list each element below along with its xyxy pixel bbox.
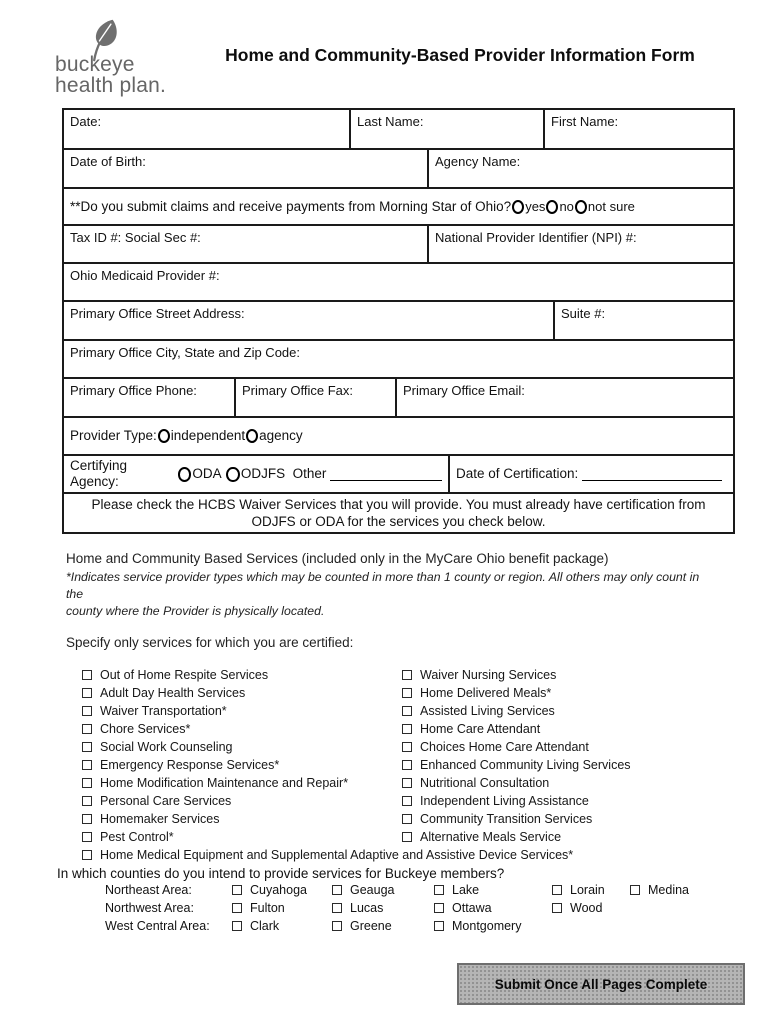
area-label: Northwest Area: <box>105 901 194 915</box>
service-item-full-width <box>82 846 716 864</box>
service-item <box>82 792 402 810</box>
agency-name-field[interactable] <box>427 150 733 187</box>
table-row <box>64 339 733 377</box>
service-item <box>82 756 402 774</box>
county-row-west-central <box>105 917 747 935</box>
service-checkbox[interactable] <box>82 832 92 842</box>
county-row-northwest <box>105 899 747 917</box>
street-address-label: Primary Office Street Address: <box>70 306 245 321</box>
claims-notsure-label: not sure <box>587 198 635 214</box>
cert-other-label: Other <box>292 466 327 481</box>
services-note-line2: county where the Provider is physically located. <box>66 604 325 618</box>
county-label-text: Lorain <box>570 883 605 897</box>
npi-label: National Provider Identifier (NPI) #: <box>435 230 637 245</box>
hcbs-notice <box>64 494 733 532</box>
city-state-zip-field[interactable] <box>64 341 733 377</box>
tax-id-label: Tax ID #: Social Sec #: <box>70 230 201 245</box>
service-item <box>82 774 402 792</box>
logo-line1: buckeye <box>55 53 135 76</box>
npi-field[interactable] <box>427 226 733 262</box>
county-checkbox[interactable] <box>332 903 342 913</box>
logo-line2: health plan. <box>55 74 166 97</box>
county-label-text: Ottawa <box>452 901 492 915</box>
cert-date-cell <box>448 456 733 492</box>
office-email-label: Primary Office Email: <box>403 383 525 398</box>
service-label: Adult Day Health Services <box>100 686 246 700</box>
service-checkbox[interactable] <box>402 670 412 680</box>
service-item <box>82 828 402 846</box>
service-label: Homemaker Services <box>100 812 220 826</box>
service-label: Pest Control* <box>100 830 174 844</box>
county-checkbox[interactable] <box>630 885 640 895</box>
claims-yes-radio[interactable] <box>512 200 524 214</box>
service-checkbox[interactable] <box>82 724 92 734</box>
county-label-text: Montgomery <box>452 919 522 933</box>
service-item <box>402 738 631 756</box>
county-checkbox[interactable] <box>332 885 342 895</box>
service-item <box>402 666 631 684</box>
cert-other-input-line[interactable] <box>330 468 442 481</box>
submit-button[interactable]: Submit Once All Pages Complete <box>457 963 745 1005</box>
area-label: Northeast Area: <box>105 883 192 897</box>
area-label: West Central Area: <box>105 919 210 933</box>
service-item <box>402 720 631 738</box>
county-label-text: Wood <box>570 901 603 915</box>
service-checkbox[interactable] <box>402 724 412 734</box>
service-checkbox[interactable] <box>402 760 412 770</box>
hcbs-services-section <box>66 551 716 864</box>
last-name-label: Last Name: <box>357 114 424 129</box>
claims-notsure-radio[interactable] <box>575 200 587 214</box>
service-item <box>402 684 631 702</box>
service-checkbox[interactable] <box>402 814 412 824</box>
agency-name-label: Agency Name: <box>435 154 521 169</box>
service-item <box>82 720 402 738</box>
counties-section <box>57 866 747 935</box>
service-item <box>402 756 631 774</box>
service-label: Home Care Attendant <box>420 722 541 736</box>
county-checkbox[interactable] <box>434 885 444 895</box>
county-row-northeast <box>105 881 747 899</box>
cert-oda-label: ODA <box>192 466 222 481</box>
county-checkbox[interactable] <box>232 903 242 913</box>
service-checkbox[interactable] <box>402 688 412 698</box>
county-checkbox[interactable] <box>332 921 342 931</box>
service-item <box>82 702 402 720</box>
service-label: Social Work Counseling <box>100 740 233 754</box>
service-label: Alternative Meals Service <box>420 830 562 844</box>
certifying-agency-label: Certifying Agency: <box>70 458 128 489</box>
date-of-birth-field[interactable] <box>64 150 427 187</box>
county-item <box>434 919 552 933</box>
county-label-text: Clark <box>250 919 280 933</box>
service-checkbox[interactable] <box>402 796 412 806</box>
suite-field[interactable] <box>553 302 733 339</box>
service-label: Home Medical Equipment and Supplemental Adaptive and Assistive Device Services* <box>100 848 574 862</box>
table-row <box>64 148 733 187</box>
service-label: Home Delivered Meals* <box>420 686 552 700</box>
date-field[interactable] <box>64 110 349 148</box>
county-label-text: Fulton <box>250 901 285 915</box>
provider-type-row <box>64 418 733 454</box>
street-address-field[interactable] <box>64 302 553 339</box>
first-name-label: First Name: <box>551 114 619 129</box>
service-checkbox[interactable] <box>82 796 92 806</box>
service-checkbox[interactable] <box>82 760 92 770</box>
service-checkbox[interactable] <box>402 778 412 788</box>
county-item <box>332 883 434 897</box>
county-label-text: Cuyahoga <box>250 883 307 897</box>
claims-no-label: no <box>559 198 574 214</box>
service-checkbox[interactable] <box>82 742 92 752</box>
county-item <box>630 883 689 897</box>
claims-no-radio[interactable] <box>546 200 558 214</box>
cert-odjfs-label: ODJFS <box>240 466 286 481</box>
service-checkbox[interactable] <box>82 814 92 824</box>
service-checkbox[interactable] <box>82 850 92 860</box>
county-label-text: Geauga <box>350 883 395 897</box>
service-label: Out of Home Respite Services <box>100 668 269 682</box>
provider-independent-radio[interactable] <box>158 429 170 443</box>
suite-label: Suite #: <box>561 306 606 321</box>
county-checkbox[interactable] <box>232 921 242 931</box>
service-checkbox[interactable] <box>82 670 92 680</box>
service-label: Waiver Transportation* <box>100 704 227 718</box>
services-checkbox-columns <box>82 666 716 846</box>
office-phone-field[interactable] <box>64 379 234 416</box>
county-item <box>232 883 332 897</box>
office-email-field[interactable] <box>395 379 733 416</box>
county-item <box>332 919 434 933</box>
office-fax-field[interactable] <box>234 379 395 416</box>
county-checkbox[interactable] <box>552 885 562 895</box>
cert-odjfs-radio[interactable] <box>226 467 239 482</box>
county-checkbox[interactable] <box>232 885 242 895</box>
cert-oda-radio[interactable] <box>178 467 191 482</box>
first-name-field[interactable] <box>543 110 733 148</box>
services-specify-label: Specify only services for which you are certified: <box>66 635 354 650</box>
service-label: Personal Care Services <box>100 794 232 808</box>
claims-question-row <box>64 189 733 224</box>
services-left-column <box>82 666 402 846</box>
counties-question: In which counties do you intend to provide services for Buckeye members? <box>57 866 505 881</box>
office-fax-label: Primary Office Fax: <box>242 383 354 398</box>
table-row <box>64 187 733 224</box>
service-checkbox[interactable] <box>402 706 412 716</box>
services-note <box>66 569 716 620</box>
service-item <box>402 774 631 792</box>
county-label-text: Greene <box>350 919 392 933</box>
claims-question-label: **Do you submit claims and receive payments from Morning Star of Ohio? <box>70 198 512 214</box>
county-checkbox[interactable] <box>434 921 444 931</box>
service-checkbox[interactable] <box>82 706 92 716</box>
service-checkbox[interactable] <box>82 688 92 698</box>
county-item <box>434 883 552 897</box>
service-item <box>82 666 402 684</box>
service-checkbox[interactable] <box>82 778 92 788</box>
services-heading: Home and Community Based Services (included only in the MyCare Ohio benefit package) <box>66 551 609 566</box>
service-checkbox[interactable] <box>402 832 412 842</box>
date-label: Date: <box>70 114 102 129</box>
tax-id-field[interactable] <box>64 226 427 262</box>
provider-independent-label: independent <box>170 428 246 443</box>
claims-yes-label: yes <box>525 198 546 214</box>
hcbs-notice-line1: Please check the HCBS Waiver Services that you will provide. You must already have certification from <box>91 497 706 512</box>
medicaid-provider-field[interactable] <box>64 264 733 300</box>
service-label: Independent Living Assistance <box>420 794 589 808</box>
table-row <box>64 300 733 339</box>
service-item <box>402 828 631 846</box>
service-label: Home Modification Maintenance and Repair* <box>100 776 349 790</box>
county-label-text: Lucas <box>350 901 384 915</box>
provider-type-label: Provider Type: <box>70 428 157 443</box>
county-checkbox[interactable] <box>434 903 444 913</box>
county-item <box>552 901 630 915</box>
date-of-birth-label: Date of Birth: <box>70 154 146 169</box>
table-row <box>64 377 733 416</box>
hcbs-notice-line2: ODJFS or ODA for the services you check below. <box>251 514 546 529</box>
table-row <box>64 416 733 454</box>
table-row <box>64 492 733 532</box>
provider-agency-radio[interactable] <box>246 429 258 443</box>
service-item <box>82 738 402 756</box>
service-label: Emergency Response Services* <box>100 758 280 772</box>
service-checkbox[interactable] <box>402 742 412 752</box>
service-label: Choices Home Care Attendant <box>420 740 589 754</box>
service-item <box>82 810 402 828</box>
service-label: Community Transition Services <box>420 812 593 826</box>
table-row <box>64 454 733 492</box>
county-checkbox[interactable] <box>552 903 562 913</box>
logo-wordmark <box>55 54 166 96</box>
service-label: Waiver Nursing Services <box>420 668 557 682</box>
service-item <box>402 702 631 720</box>
office-phone-label: Primary Office Phone: <box>70 383 197 398</box>
services-note-line1: *Indicates service provider types which may be counted in more than 1 county or region. All others may only count in the <box>66 570 700 601</box>
provider-info-table <box>62 108 735 534</box>
county-item <box>552 883 630 897</box>
county-item <box>332 901 434 915</box>
county-item <box>232 919 332 933</box>
city-state-zip-label: Primary Office City, State and Zip Code: <box>70 345 300 360</box>
service-item <box>402 810 631 828</box>
service-label: Chore Services* <box>100 722 191 736</box>
table-row <box>64 262 733 300</box>
county-item <box>232 901 332 915</box>
provider-agency-label: agency <box>259 428 303 443</box>
cert-date-input-line[interactable] <box>582 468 722 481</box>
table-row <box>64 224 733 262</box>
service-label: Assisted Living Services <box>420 704 555 718</box>
medicaid-provider-label: Ohio Medicaid Provider #: <box>70 268 220 283</box>
service-item <box>82 684 402 702</box>
last-name-field[interactable] <box>349 110 543 148</box>
table-row <box>64 110 733 148</box>
service-label: Nutritional Consultation <box>420 776 550 790</box>
county-label-text: Lake <box>452 883 480 897</box>
service-item <box>402 792 631 810</box>
certifying-agency-row <box>64 456 448 492</box>
page-title: Home and Community-Based Provider Information Form <box>225 45 695 65</box>
service-label: Enhanced Community Living Services <box>420 758 631 772</box>
services-right-column <box>402 666 631 846</box>
county-item <box>434 901 552 915</box>
cert-date-label: Date of Certification: <box>456 466 579 481</box>
county-label-text: Medina <box>648 883 689 897</box>
